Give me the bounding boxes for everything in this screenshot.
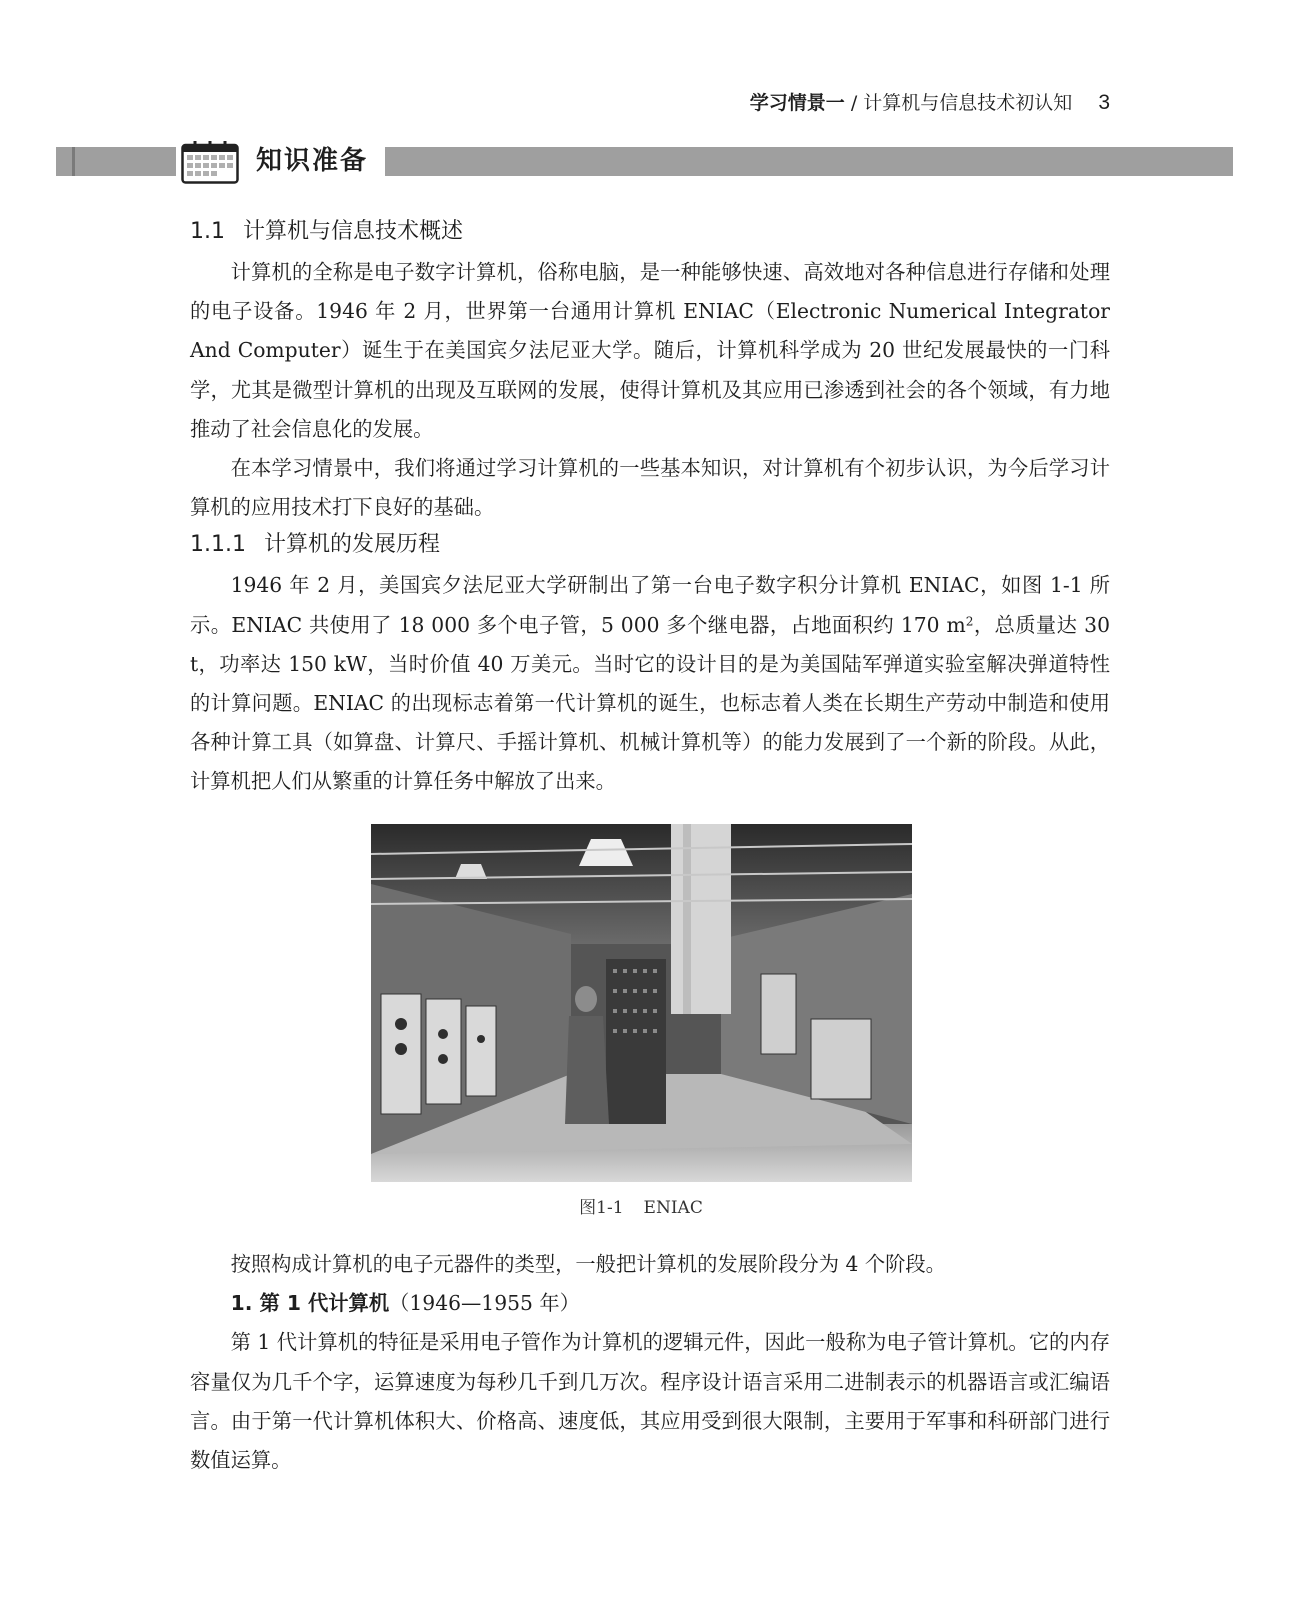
paragraph-eniac-part2: ，总质量达 30 t，功率达 150 kW，当时价值 40 万美元。当时它的设计目的是为美国陆军弹道实验室解决弹道特性的计算问题。ENIAC 的出现标志着第一代计算机的诞生，也标志着人类在长期生产劳动中制造和使用各种计算工具（如算盘、计算尺、手摇计算机、机械计算机等）的能力发展到了一个新的阶段。从此，计算机把人们从繁重的计算任务中解放了出来。 (190, 612, 1110, 794)
page-number: 3 (1098, 91, 1110, 114)
paragraph-eniac-part1: 1946 年 2 月，美国宾夕法尼亚大学研制出了第一台电子数字积分计算机 ENIAC，如图 1-1 所示。ENIAC 共使用了 18 000 多个电子管，5 000 多个继电器，占地面积约 170 m (190, 573, 1110, 637)
section-band (0, 140, 1315, 190)
band-right-bar (385, 147, 1233, 176)
band-left-mark (72, 147, 75, 176)
page-body-lower (190, 1245, 1110, 1480)
subheading-generation-1 (190, 1284, 1110, 1323)
eniac-photo (371, 824, 912, 1182)
paragraph-intro: 计算机的全称是电子数字计算机，俗称电脑，是一种能够快速、高效地对各种信息进行存储和处理的电子设备。1946 年 2 月，世界第一台通用计算机 ENIAC（Electronic Numerical Integrator And Computer）诞生于在美国宾夕法尼亚大学。随后，计算机科学成为 20 世纪发展最快的一门科学，尤其是微型计算机的出现及互联网的发展，使得计算机及其应用已渗透到社会的各个领域，有力地推动了社会信息化的发展。 (190, 260, 1110, 441)
paragraph-generation-1: 第 1 代计算机的特征是采用电子管作为计算机的逻辑元件，因此一般称为电子管计算机。它的内存容量仅为几千个字，运算速度为每秒几千到几万次。程序设计语言采用二进制表示的机器语言或汇编语言。由于第一代计算机体积大、价格高、速度低，其应用受到很大限制，主要用于军事和科研部门进行数值运算。 (190, 1330, 1110, 1473)
section-number: 1.1.1 (190, 532, 246, 558)
figure-title: ENIAC (643, 1198, 703, 1218)
calendar-icon (181, 140, 239, 184)
page-body (190, 214, 1110, 802)
chapter-title: 计算机与信息技术初认知 (863, 92, 1073, 114)
figure-caption (0, 1196, 1282, 1220)
paragraph-stages: 按照构成计算机的电子元器件的类型，一般把计算机的发展阶段分为 4 个阶段。 (230, 1252, 946, 1276)
section-title: 计算机与信息技术概述 (243, 219, 464, 244)
superscript-2: 2 (965, 613, 974, 628)
paragraph-eniac (190, 566, 1110, 801)
section-title: 计算机的发展历程 (263, 532, 440, 558)
paragraph-overview: 在本学习情景中，我们将通过学习计算机的一些基本知识，对计算机有个初步认识，为今后学习计算机的应用技术打下良好的基础。 (190, 456, 1110, 520)
chapter-name: 学习情景一 (749, 92, 845, 114)
generation-1-period: （1946—1955 年） (389, 1291, 580, 1316)
section-band-label: 知识准备 (256, 146, 369, 176)
figure-label: 图1-1 (579, 1198, 624, 1218)
generation-1-label: 1. 第 1 代计算机 (230, 1291, 390, 1316)
running-header (0, 90, 1110, 116)
section-heading-1-1-1 (190, 529, 1110, 561)
header-separator: / (844, 92, 864, 114)
section-heading-1-1 (190, 216, 1110, 248)
section-number: 1.1 (190, 219, 225, 244)
